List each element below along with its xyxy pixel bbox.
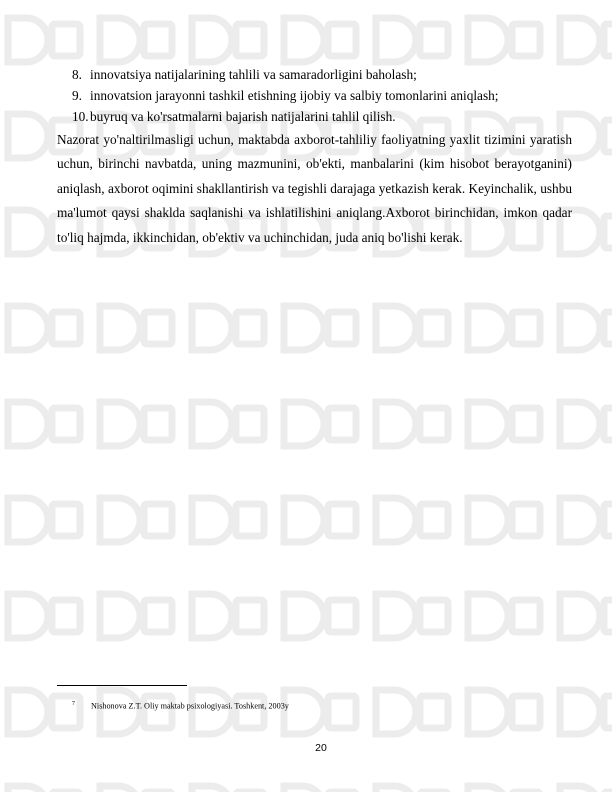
watermark-tile bbox=[468, 786, 508, 792]
watermark-tile bbox=[560, 786, 600, 792]
list-item-text: innovatsion jarayonni tashkil etishning ijobiy va salbiy tomonlarini aniqlash; bbox=[90, 88, 499, 103]
watermark-tile bbox=[284, 690, 324, 734]
watermark-tile bbox=[604, 216, 612, 248]
watermark-tile bbox=[604, 600, 612, 632]
watermark-tile bbox=[560, 498, 600, 542]
watermark-tile bbox=[560, 18, 600, 62]
list-item-text: innovatsiya natijalarining tahlili va samaradorligini baholash; bbox=[90, 67, 417, 82]
watermark-tile bbox=[604, 696, 612, 728]
watermark-tile bbox=[100, 690, 140, 734]
watermark-tile bbox=[192, 18, 232, 62]
watermark-tile bbox=[604, 120, 612, 152]
watermark-tile bbox=[8, 114, 48, 158]
watermark-tile bbox=[284, 786, 324, 792]
watermark-tile bbox=[420, 24, 448, 56]
watermark-tile bbox=[468, 498, 508, 542]
watermark-tile bbox=[8, 786, 48, 792]
watermark-tile bbox=[604, 408, 612, 440]
watermark-tile bbox=[468, 306, 508, 350]
watermark-tile bbox=[560, 402, 600, 446]
watermark-tile bbox=[284, 594, 324, 638]
footnote bbox=[72, 699, 289, 712]
watermark-tile bbox=[512, 504, 540, 536]
watermark-tile bbox=[376, 18, 416, 62]
watermark-tile bbox=[8, 402, 48, 446]
watermark-tile bbox=[236, 312, 264, 344]
watermark-tile bbox=[284, 402, 324, 446]
watermark-tile bbox=[100, 306, 140, 350]
watermark-tile bbox=[52, 504, 80, 536]
watermark-tile bbox=[236, 24, 264, 56]
footnote-mark: 7 bbox=[72, 701, 75, 707]
watermark-tile bbox=[192, 306, 232, 350]
watermark-tile bbox=[512, 24, 540, 56]
watermark-tile bbox=[512, 696, 540, 728]
watermark-tile bbox=[604, 504, 612, 536]
watermark-tile bbox=[192, 786, 232, 792]
footnote-divider bbox=[57, 685, 187, 686]
watermark-tile bbox=[420, 696, 448, 728]
watermark-tile bbox=[284, 18, 324, 62]
watermark-tile bbox=[560, 690, 600, 734]
numbered-list bbox=[72, 64, 572, 127]
watermark-tile bbox=[376, 594, 416, 638]
watermark-tile bbox=[144, 24, 172, 56]
list-item-number: 8. bbox=[72, 67, 82, 82]
list-item-text: buyruq va ko'rsatmalarni bajarish natijalarini tahlil qilish. bbox=[90, 109, 396, 124]
body-paragraph: Nazorat yo'naltirilmasligi uchun, maktabda axborot-tahliliy faoliyatning yaxlit tizimini yaratish uchun, birinchi navbatda, uning mazmunini, ob'ekti, manbalarini (kim hisobot berayotganini) aniqlash, axborot oqimini shakllantirish va tegishli darajaga yetkazish kerak. Keyinchalik, ushbu ma'lumot qaysi shaklda saqlanishi va ishlatilishini aniqlang.Axborot birinchidan, imkon qadar to'liq hajmda, ikkinchidan, ob'ektiv va uchinchidan, juda aniq bo'lishi kerak. bbox=[57, 132, 572, 245]
watermark-tile bbox=[328, 696, 356, 728]
list-item bbox=[72, 85, 572, 106]
watermark-tile bbox=[100, 402, 140, 446]
watermark-tile bbox=[420, 504, 448, 536]
watermark-tile bbox=[192, 594, 232, 638]
watermark-tile bbox=[52, 24, 80, 56]
watermark-tile bbox=[376, 306, 416, 350]
watermark-tile bbox=[420, 408, 448, 440]
watermark-tile bbox=[560, 306, 600, 350]
watermark-tile bbox=[52, 600, 80, 632]
watermark-tile bbox=[192, 690, 232, 734]
watermark-tile bbox=[468, 690, 508, 734]
watermark-tile bbox=[8, 18, 48, 62]
watermark-tile bbox=[376, 402, 416, 446]
watermark-tile bbox=[560, 594, 600, 638]
watermark-tile bbox=[236, 600, 264, 632]
watermark-tile bbox=[100, 594, 140, 638]
watermark-tile bbox=[8, 690, 48, 734]
footnote-text: Nishonova Z.T. Oliy maktab psixologiyasi. Toshkent, 2003y bbox=[91, 701, 289, 711]
watermark-tile bbox=[144, 600, 172, 632]
watermark-tile bbox=[420, 312, 448, 344]
watermark-tile bbox=[284, 306, 324, 350]
watermark-tile bbox=[328, 312, 356, 344]
watermark-tile bbox=[52, 312, 80, 344]
watermark-tile bbox=[144, 312, 172, 344]
watermark-tile bbox=[328, 24, 356, 56]
watermark-tile bbox=[604, 24, 612, 56]
list-item bbox=[72, 64, 572, 85]
watermark-tile bbox=[52, 408, 80, 440]
watermark-tile bbox=[284, 498, 324, 542]
watermark-tile bbox=[100, 786, 140, 792]
watermark-tile bbox=[100, 18, 140, 62]
watermark-tile bbox=[328, 504, 356, 536]
watermark-tile bbox=[8, 594, 48, 638]
watermark-tile bbox=[468, 402, 508, 446]
watermark-tile bbox=[236, 504, 264, 536]
watermark-tile bbox=[512, 312, 540, 344]
list-item bbox=[72, 106, 572, 127]
watermark-tile bbox=[376, 786, 416, 792]
page-number: 20 bbox=[315, 742, 327, 754]
watermark-tile bbox=[192, 402, 232, 446]
watermark-tile bbox=[420, 600, 448, 632]
watermark-tile bbox=[468, 18, 508, 62]
watermark-tile bbox=[604, 312, 612, 344]
list-item-number: 10. bbox=[72, 109, 89, 124]
watermark-tile bbox=[8, 306, 48, 350]
watermark-tile bbox=[8, 498, 48, 542]
watermark-tile bbox=[376, 498, 416, 542]
watermark-tile bbox=[100, 498, 140, 542]
watermark-tile bbox=[144, 504, 172, 536]
watermark-tile bbox=[236, 408, 264, 440]
watermark-tile bbox=[192, 498, 232, 542]
watermark-tile bbox=[512, 408, 540, 440]
watermark-tile bbox=[376, 690, 416, 734]
watermark-tile bbox=[144, 408, 172, 440]
watermark-tile bbox=[328, 408, 356, 440]
watermark-tile bbox=[468, 594, 508, 638]
list-item-number: 9. bbox=[72, 88, 82, 103]
watermark-tile bbox=[8, 210, 48, 254]
watermark-tile bbox=[512, 600, 540, 632]
watermark-tile bbox=[328, 600, 356, 632]
